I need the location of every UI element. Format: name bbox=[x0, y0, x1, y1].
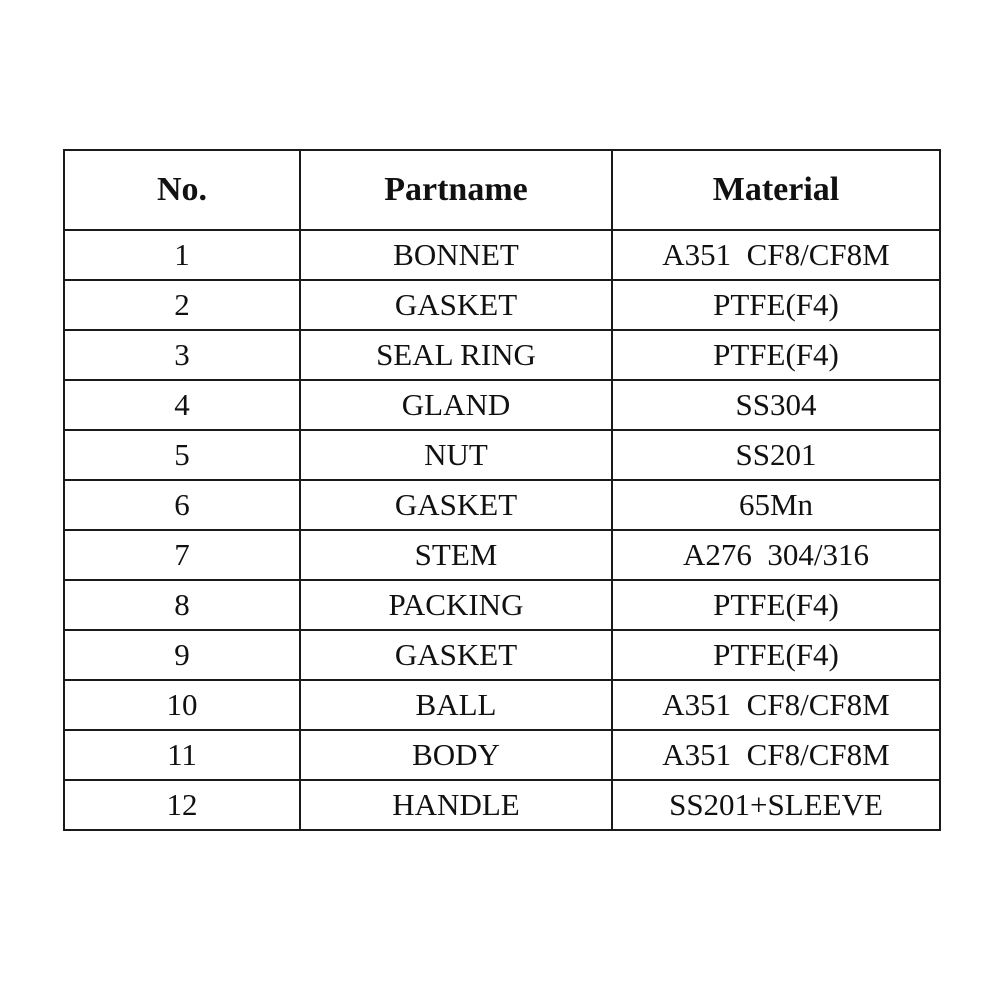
cell-partname: GLAND bbox=[300, 380, 612, 430]
cell-no: 3 bbox=[64, 330, 300, 380]
table-row bbox=[64, 380, 940, 430]
table-row bbox=[64, 430, 940, 480]
cell-no: 2 bbox=[64, 280, 300, 330]
cell-partname: GASKET bbox=[300, 630, 612, 680]
table-header bbox=[64, 150, 940, 230]
cell-partname: BODY bbox=[300, 730, 612, 780]
cell-partname: BALL bbox=[300, 680, 612, 730]
cell-material: SS201 bbox=[612, 430, 940, 480]
cell-partname: HANDLE bbox=[300, 780, 612, 830]
cell-material: A351 CF8/CF8M bbox=[612, 230, 940, 280]
table-row bbox=[64, 630, 940, 680]
header-material: Material bbox=[612, 150, 940, 230]
cell-material: A351 CF8/CF8M bbox=[612, 730, 940, 780]
parts-material-table bbox=[63, 149, 941, 831]
table-row bbox=[64, 480, 940, 530]
cell-material: A351 CF8/CF8M bbox=[612, 680, 940, 730]
table-row bbox=[64, 780, 940, 830]
cell-no: 1 bbox=[64, 230, 300, 280]
cell-no: 6 bbox=[64, 480, 300, 530]
cell-partname: PACKING bbox=[300, 580, 612, 630]
cell-partname: STEM bbox=[300, 530, 612, 580]
header-no: No. bbox=[64, 150, 300, 230]
table-row bbox=[64, 580, 940, 630]
cell-no: 7 bbox=[64, 530, 300, 580]
cell-no: 10 bbox=[64, 680, 300, 730]
cell-material: PTFE(F4) bbox=[612, 630, 940, 680]
table-body bbox=[64, 230, 940, 830]
table-row bbox=[64, 230, 940, 280]
cell-partname: NUT bbox=[300, 430, 612, 480]
cell-material: A276 304/316 bbox=[612, 530, 940, 580]
cell-material: PTFE(F4) bbox=[612, 330, 940, 380]
cell-partname: GASKET bbox=[300, 280, 612, 330]
header-row bbox=[64, 150, 940, 230]
cell-material: 65Mn bbox=[612, 480, 940, 530]
cell-material: SS201+SLEEVE bbox=[612, 780, 940, 830]
table-row bbox=[64, 330, 940, 380]
cell-no: 12 bbox=[64, 780, 300, 830]
cell-no: 5 bbox=[64, 430, 300, 480]
cell-partname: GASKET bbox=[300, 480, 612, 530]
cell-material: SS304 bbox=[612, 380, 940, 430]
cell-partname: SEAL RING bbox=[300, 330, 612, 380]
header-partname: Partname bbox=[300, 150, 612, 230]
table-row bbox=[64, 730, 940, 780]
cell-no: 4 bbox=[64, 380, 300, 430]
cell-no: 11 bbox=[64, 730, 300, 780]
table-row bbox=[64, 680, 940, 730]
cell-no: 8 bbox=[64, 580, 300, 630]
cell-partname: BONNET bbox=[300, 230, 612, 280]
cell-material: PTFE(F4) bbox=[612, 580, 940, 630]
cell-material: PTFE(F4) bbox=[612, 280, 940, 330]
table-row bbox=[64, 280, 940, 330]
cell-no: 9 bbox=[64, 630, 300, 680]
table-row bbox=[64, 530, 940, 580]
